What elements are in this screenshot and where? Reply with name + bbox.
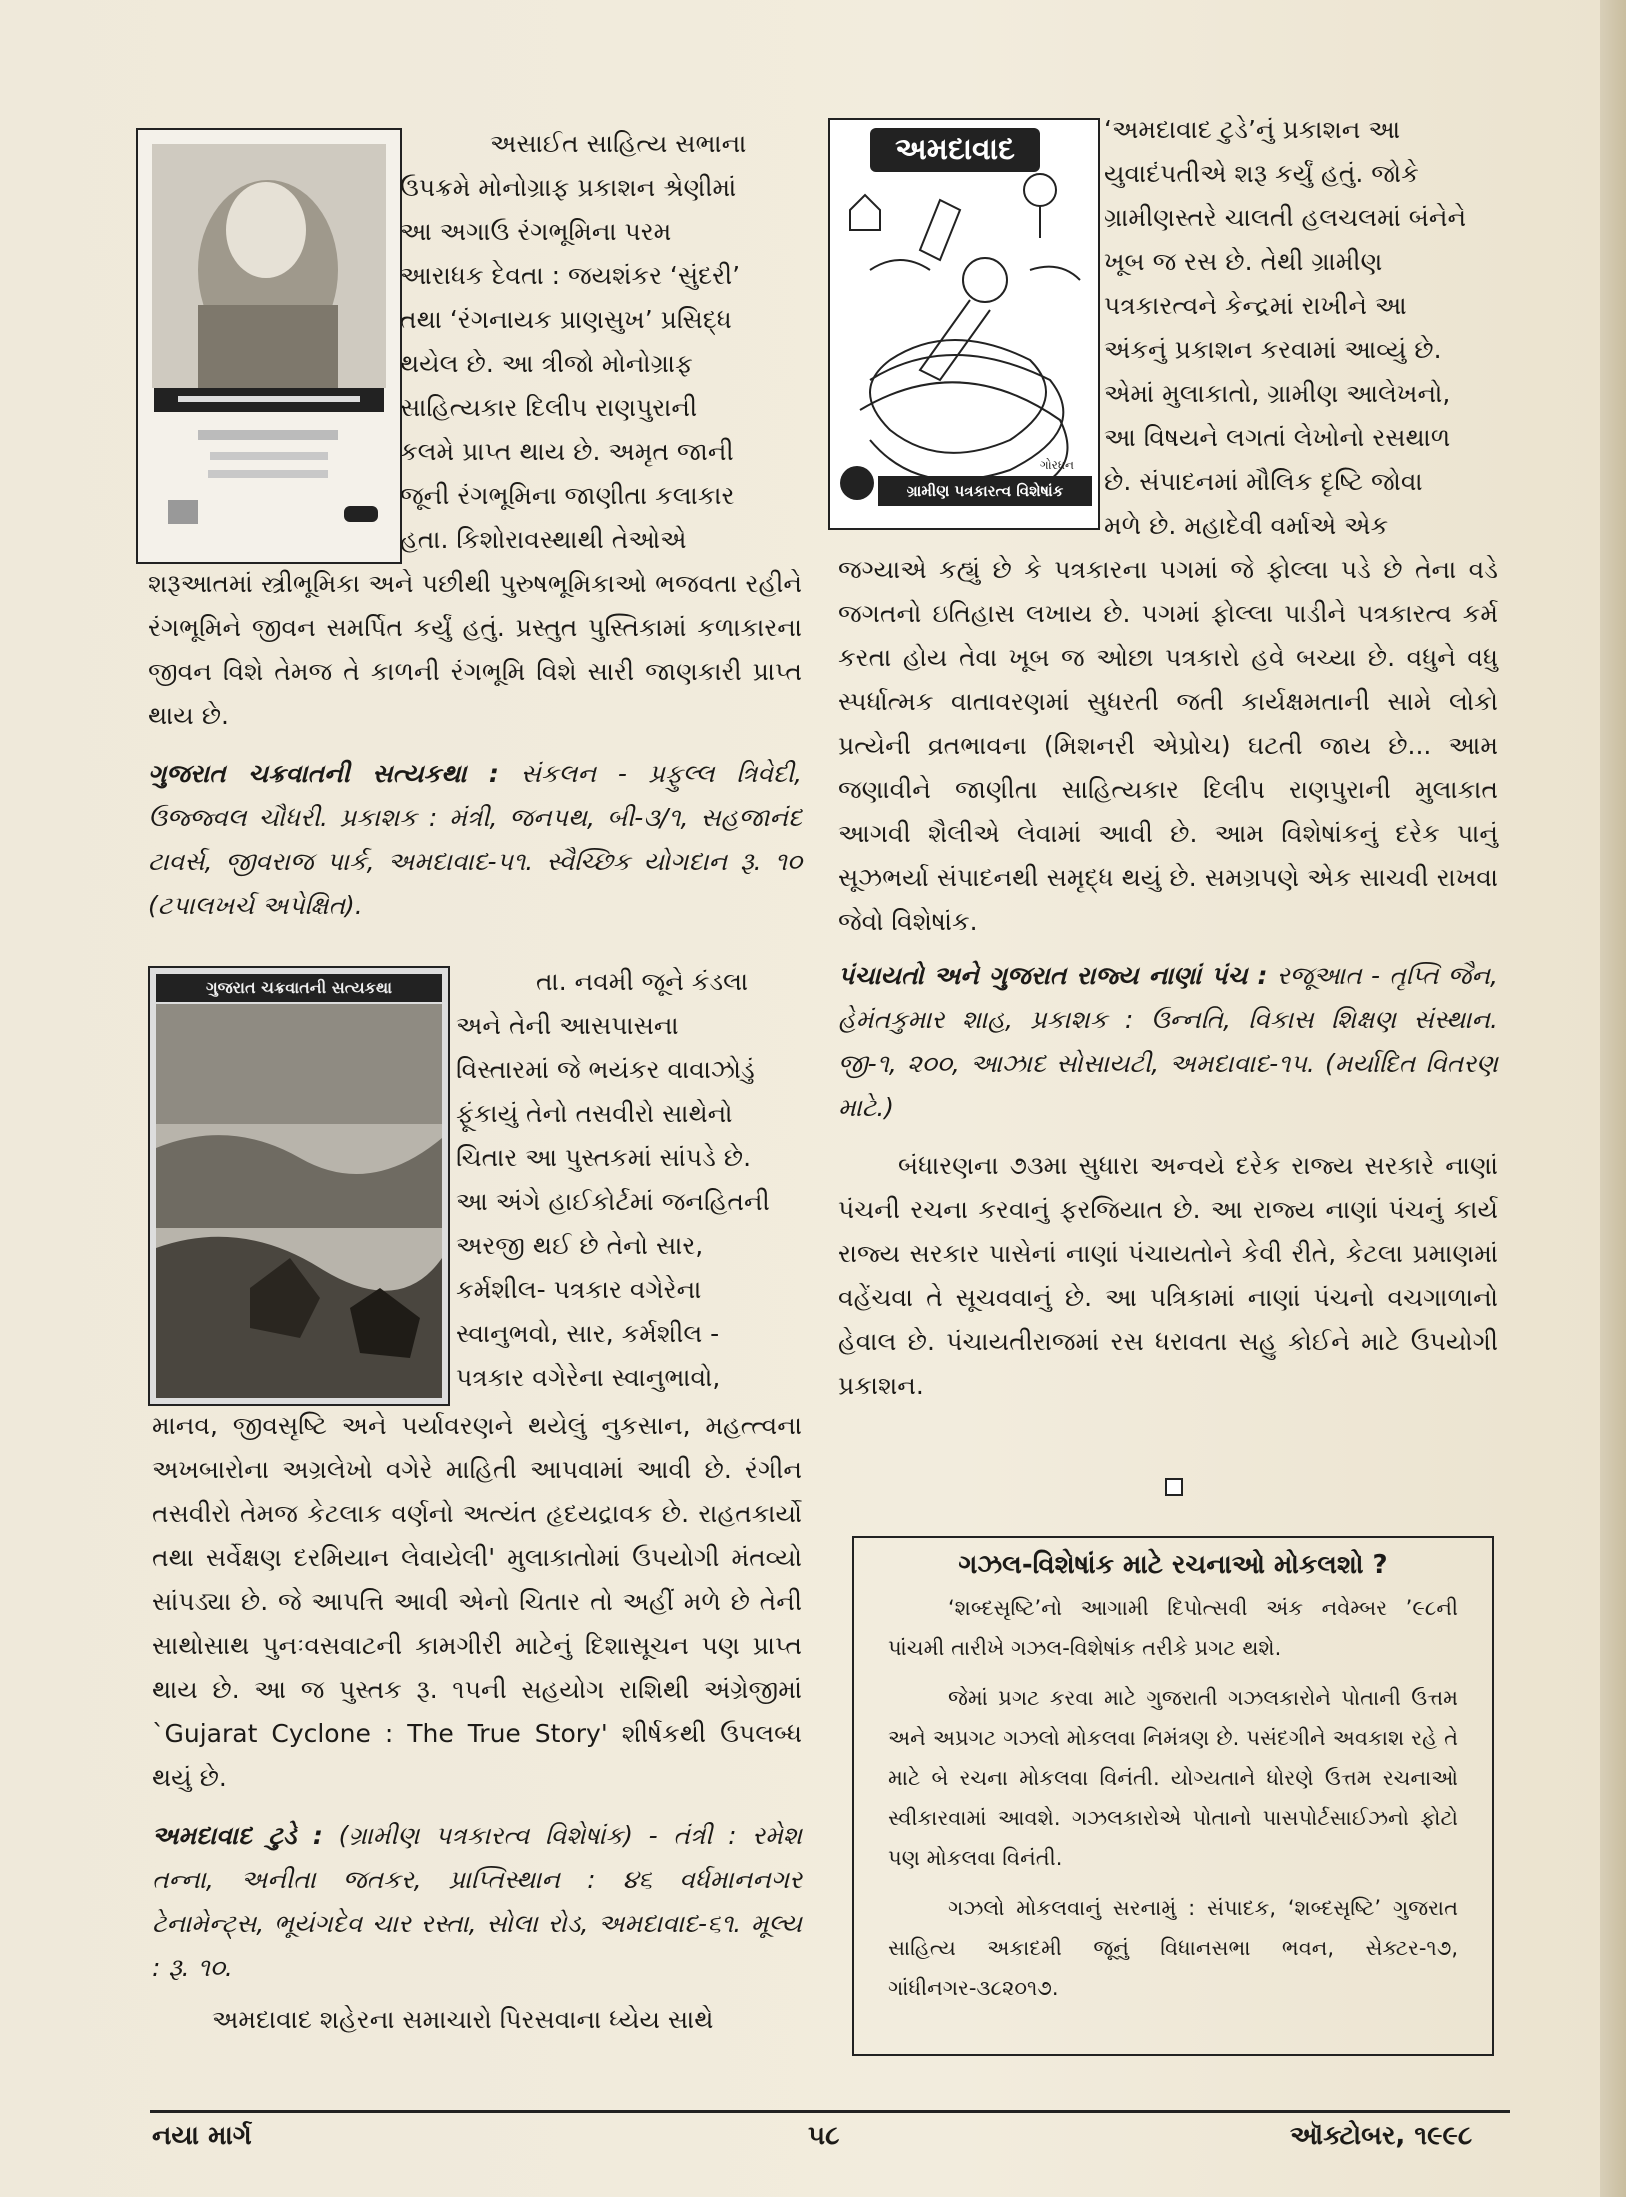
book-details: સંકલન - પ્રફુલ્લ ત્રિવેદી, ઉજ્જ્વલ ચૌધરી. પ્રકાશક : મંત્રી, જનપથ, બી-૩/૧, સહજાનંદ ટાવર્સ, જીવરાજ પાર્ક, અમદાવાદ-૫૧. સ્વૈચ્છિક યોગદાન રૂ. ૧૦ (ટપાલખર્ચ અપેક્ષિત). [148, 759, 802, 920]
text-line: પત્રકારત્વને કેન્દ્રમાં રાખીને આ [1104, 291, 1407, 320]
text-line: ‘અમદાવાદ ટુડે’નું પ્રકાશન આ [1104, 115, 1401, 144]
text-line: વિસ્તારમાં જે ભયંકર વાવાઝોડું [456, 1055, 755, 1084]
ghazal-notice-box [852, 1536, 1494, 2056]
notice-address: ગઝલો મોકલવાનું સરનામું : સંપાદક, ‘શબ્દસૃષ્ટિ’ ગુજરાત સાહિત્ય અકાદમી જૂનું વિધાનસભા ભવન, સેક્ટર-૧૭, ગાંધીનગર-૩૮૨૦૧૭. [888, 1896, 1458, 2000]
right-column-wrap [1104, 108, 1498, 548]
text-line: કર્મશીલ- પત્રકાર વગેરેના [456, 1275, 702, 1304]
text-line: ઉપક્રમે મોનોગ્રાફ પ્રકાશન શ્રેણીમાં [400, 173, 737, 202]
footer-date: ઑક્ટોબર, ૧૯૯૮ [1290, 2121, 1473, 2151]
text-line: કલમે પ્રાપ્ત થાય છે. અમૃત જાની [400, 437, 734, 466]
text-line: જૂની રંગભૂમિના જાણીતા કલાકાર [400, 481, 735, 510]
text-line: ચિતાર આ પુસ્તકમાં સાંપડે છે. [456, 1143, 752, 1172]
end-of-article-mark [1165, 1478, 1183, 1496]
cover-banner: ગુજરાત ચક્રવાતની સત્યકથા [156, 974, 442, 1002]
text-line: ગ્રામીણસ્તરે ચાલતી હલચલમાં બંનેને [1104, 203, 1467, 232]
text-line: મળે છે. મહાદેવી વર્માએ એક [1104, 511, 1389, 540]
cyclone-photo [150, 968, 448, 1404]
book-details: રજૂઆત - તૃપ્તિ જૈન, હેમંતકુમાર શાહ, પ્રકાશક : ઉન્નતિ, વિકાસ શિક્ષણ સંસ્થાન. જી-૧, ૨૦૦, આઝાદ સોસાયટી, અમદાવાદ-૧૫. (મર્યાદિત વિતરણ માટે.) [838, 961, 1498, 1122]
text-line: આ અગાઉ રંગભૂમિના પરમ [400, 217, 672, 246]
right-column-block [838, 548, 1498, 1408]
cover-title: અમદાવાદ [870, 128, 1040, 172]
portrait-illustration [138, 130, 400, 562]
text-line: આ વિષયને લગતાં લેખોનો રસથાળ [1104, 423, 1451, 452]
book-title: અમદાવાદ ટુડે : [152, 1821, 323, 1850]
text-line: અસાઈત સાહિત્ય સભાના [490, 129, 747, 158]
left-column-block-1 [148, 562, 802, 928]
left-column-wrap-2 [456, 960, 802, 1400]
text-line: સાહિત્યકાર દિલીપ રાણપુરાની [400, 393, 698, 422]
paragraph-amdavad-today: જગ્યાએ કહ્યું છે કે પત્રકારના પગમાં જે ફોલ્લા પડે છે તેના વડે જગતનો ઇતિહાસ લખાય છે. પગમાં ફોલ્લા પાડીને પત્રકારત્વ કર્મ કરતા હોય તેવા ખૂબ જ ઓછા પત્રકારો હવે બચ્યા છે. વધુને વધુ સ્પર્ધાત્મક વાતાવરણમાં સુધરતી જતી કાર્યક્ષમતાની સામે લોકો પ્રત્યેની વ્રતભાવના (મિશનરી એપ્રોચ) ઘટતી જાય છે... આમ જણાવીને જાણીતા સાહિત્યકાર દિલીપ રાણપુરાની મુલાકાત આગવી શૈલીએ લેવામાં આવી છે. આમ વિશેષાંકનું દરેક પાનું સૂઝભર્યા સંપાદનથી સમૃદ્ધ થયું છે. સમગ્રપણે એક સાચવી રાખવા જેવો વિશેષાંક. [838, 555, 1498, 936]
text-line: સ્વાનુભવો, સાર, કર્મશીલ - [456, 1319, 720, 1348]
paragraph-amrut-jani: શરૂઆતમાં સ્ત્રીભૂમિકા અને પછીથી પુરુષભૂમિકાઓ ભજવતા રહીને રંગભૂમિને જીવન સમર્પિત કર્યું હતું. પ્રસ્તુત પુસ્તિકામાં કળાકારના જીવન વિશે તેમજ તે કાળની રંગભૂમિ વિશે સારી જાણકારી પ્રાપ્ત થાય છે. [148, 569, 802, 730]
left-column-wrap-1 [400, 122, 802, 562]
text-line: આરાધક દેવતા : જયશંકર ‘સુંદરી’ [400, 261, 741, 290]
notice-paragraph: ‘શબ્દસૃષ્ટિ’નો આગામી દિપોત્સવી અંક નવેમ્બર ’૯૮ની પાંચમી તારીખે ગઝલ-વિશેષાંક તરીકે પ્રગટ થશે. [888, 1596, 1458, 1660]
book-cover-image-cyclone [148, 966, 450, 1406]
paragraph-cyclone: માનવ, જીવસૃષ્ટિ અને પર્યાવરણને થયેલું નુકસાન, મહત્ત્વના અખબારોના અગ્રલેખો વગેરે માહિતી આપવામાં આવી છે. રંગીન તસવીરો તેમજ કેટલાક વર્ણનો અત્યંત હૃદયદ્રાવક છે. રાહતકાર્યો તથા સર્વેક્ષણ દરમિયાન લેવાયેલી' મુલાકાતોમાં ઉપયોગી મંતવ્યો સાંપડ્યા છે. જે આપત્તિ આવી એનો ચિતાર તો અહીં મળે છે તેની સાથોસાથ પુનઃવસવાટની કામગીરી માટેનું દિશાસૂચન પણ પ્રાપ્ત થાય છે. આ જ પુસ્તક રૂ. ૧૫ની સહયોગ રાશિથી અંગ્રેજીમાં `Gujarat Cyclone : The True Story' શીર્ષકથી ઉપલબ્ધ થયું છે. [152, 1411, 802, 1792]
book-entry-amdavad-today [152, 1814, 802, 1990]
text-line: અરજી થઈ છે તેનો સાર, [456, 1231, 704, 1260]
text-line: એમાં મુલાકાતો, ગ્રામીણ આલેખનો, [1104, 379, 1451, 408]
text-line: તા. નવમી જૂને કંડલા [536, 967, 749, 996]
book-entry-panchayat [838, 954, 1498, 1130]
notice-paragraph: જેમાં પ્રગટ કરવા માટે ગુજરાતી ગઝલકારોને પોતાની ઉત્તમ અને અપ્રગટ ગઝલો મોકલવા નિમંત્રણ છે. પસંદગીને અવકાશ રહે તે માટે બે રચના મોકલવા વિનંતી. યોગ્યતાને ધોરણે ઉત્તમ રચનાઓ સ્વીકારવામાં આવશે. ગઝલકારોએ પોતાનો પાસપોર્ટસાઈઝનો ફોટો પણ મોકલવા વિનંતી. [888, 1686, 1458, 1870]
book-cover-image-amdavad-today [828, 118, 1100, 530]
paragraph-amdavad-today-start: અમદાવાદ શહેરના સમાચારો પિરસવાના ધ્યેય સાથે [212, 2005, 714, 2034]
text-line: ખૂબ જ રસ છે. તેથી ગ્રામીણ [1104, 247, 1383, 276]
text-line: તથા ‘રંગનાયક પ્રાણસુખ’ પ્રસિદ્ધ [400, 305, 732, 334]
text-line: છે. સંપાદનમાં મૌલિક દૃષ્ટિ જોવા [1104, 467, 1423, 496]
text-line: અંકનું પ્રકાશન કરવામાં આવ્યું છે. [1104, 335, 1442, 364]
text-line: અને તેની આસપાસના [456, 1011, 679, 1040]
book-title: પંચાયતો અને ગુજરાત રાજ્ય નાણાં પંચ : [838, 961, 1268, 990]
book-cover-image-amrut-jani [136, 128, 402, 564]
paragraph-panchayat: બંધારણના ૭૩મા સુધારા અન્વયે દરેક રાજ્ય સરકારે નાણાં પંચની રચના કરવાનું ફરજિયાત છે. આ રાજ્ય નાણાં પંચનું કાર્ય રાજ્ય સરકાર પાસેનાં નાણાં પંચાયતોને કેવી રીતે, કેટલા પ્રમાણમાં વહેંચવા તે સૂચવવાનું છે. આ પત્રિકામાં નાણાં પંચનો વચગાળાનો હેવાલ છે. પંચાયતીરાજમાં રસ ધરાવતા સહુ કોઈને માટે ઉપયોગી પ્રકાશન. [838, 1151, 1498, 1400]
book-details: (ગ્રામીણ પત્રકારત્વ વિશેષાંક) - તંત્રી : રમેશ તન્ના, અનીતા જતકર, પ્રાપ્તિસ્થાન : ૪૬ વર્ધમાનનગર ટેનામેન્ટ્સ, ભૂયંગદેવ ચાર રસ્તા, સોલા રોડ, અમદાવાદ-૬૧. મૂલ્ય : રૂ. ૧૦. [152, 1821, 802, 1982]
book-entry-cyclone [148, 752, 802, 928]
page-edge [1600, 0, 1626, 2197]
cover-caption: ગ્રામીણ પત્રકારત્વ વિશેષાંક [878, 476, 1092, 506]
text-line: ફૂંકાયું તેનો તસવીરો સાથેનો [456, 1099, 733, 1128]
text-line: યુવાદંપતીએ શરૂ કર્યું હતું. જોકે [1104, 159, 1419, 188]
footer-page-number: ૫૮ [808, 2121, 840, 2151]
issue-badge [840, 466, 874, 500]
left-column-block-2 [152, 1404, 802, 2042]
text-line: આ અંગે હાઈકોર્ટમાં જનહિતની [456, 1187, 770, 1216]
book-title: ગુજરાત ચક્રવાતની સત્યકથા : [148, 759, 499, 788]
notice-title: ગઝલ-વિશેષાંક માટે રચનાઓ મોકલશો ? [958, 1550, 1388, 1580]
cover-signature: ગોરધન [1039, 458, 1074, 472]
footer-magazine-name: નયા માર્ગ [152, 2121, 252, 2151]
text-line: હતા. કિશોરાવસ્થાથી તેઓએ [400, 525, 687, 554]
text-line: પત્રકાર વગેરેના સ્વાનુભાવો, [456, 1363, 721, 1392]
text-line: થયેલ છે. આ ત્રીજો મોનોગ્રાફ [400, 349, 693, 378]
